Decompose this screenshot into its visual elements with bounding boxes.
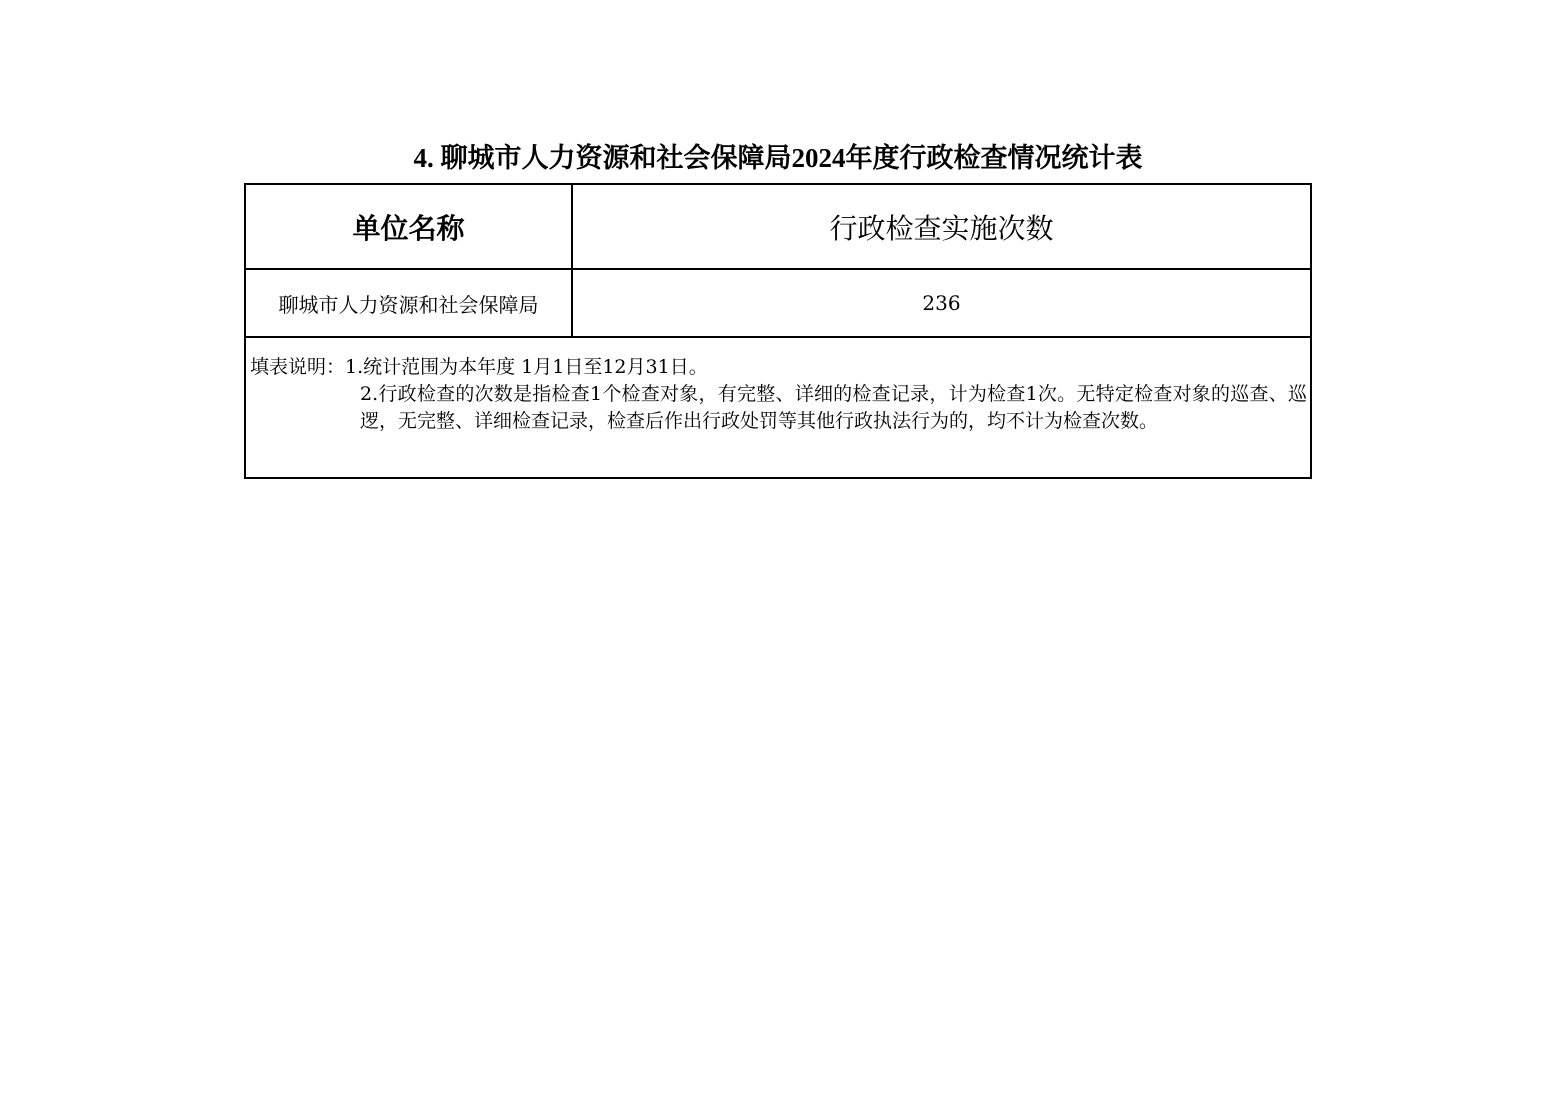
- table-header-row: [246, 185, 1310, 270]
- note-line-1: 填表说明：1.统计范围为本年度 1月1日至12月31日。: [250, 356, 708, 378]
- page-title: 4. 聊城市人力资源和社会保障局2024年度行政检查情况统计表: [413, 143, 1143, 173]
- statistics-table: [244, 183, 1312, 479]
- notes-block: [250, 354, 1307, 435]
- note-line-2: 2.行政检查的次数是指检查1个检查对象，有完整、详细的检查记录，计为检查1次。无特定检查对象的巡查、巡逻，无完整、详细检查记录，检查后作出行政处罚等其他行政执法行为的，均不计为检查次数。: [360, 383, 1307, 432]
- header-unit-name: 单位名称: [246, 185, 573, 268]
- table-row: [246, 270, 1310, 338]
- cell-unit-name: 聊城市人力资源和社会保障局: [246, 270, 573, 336]
- header-inspection-count: 行政检查实施次数: [829, 211, 1054, 245]
- table-notes-row: [246, 338, 1310, 477]
- cell-inspection-count: 236: [922, 291, 961, 315]
